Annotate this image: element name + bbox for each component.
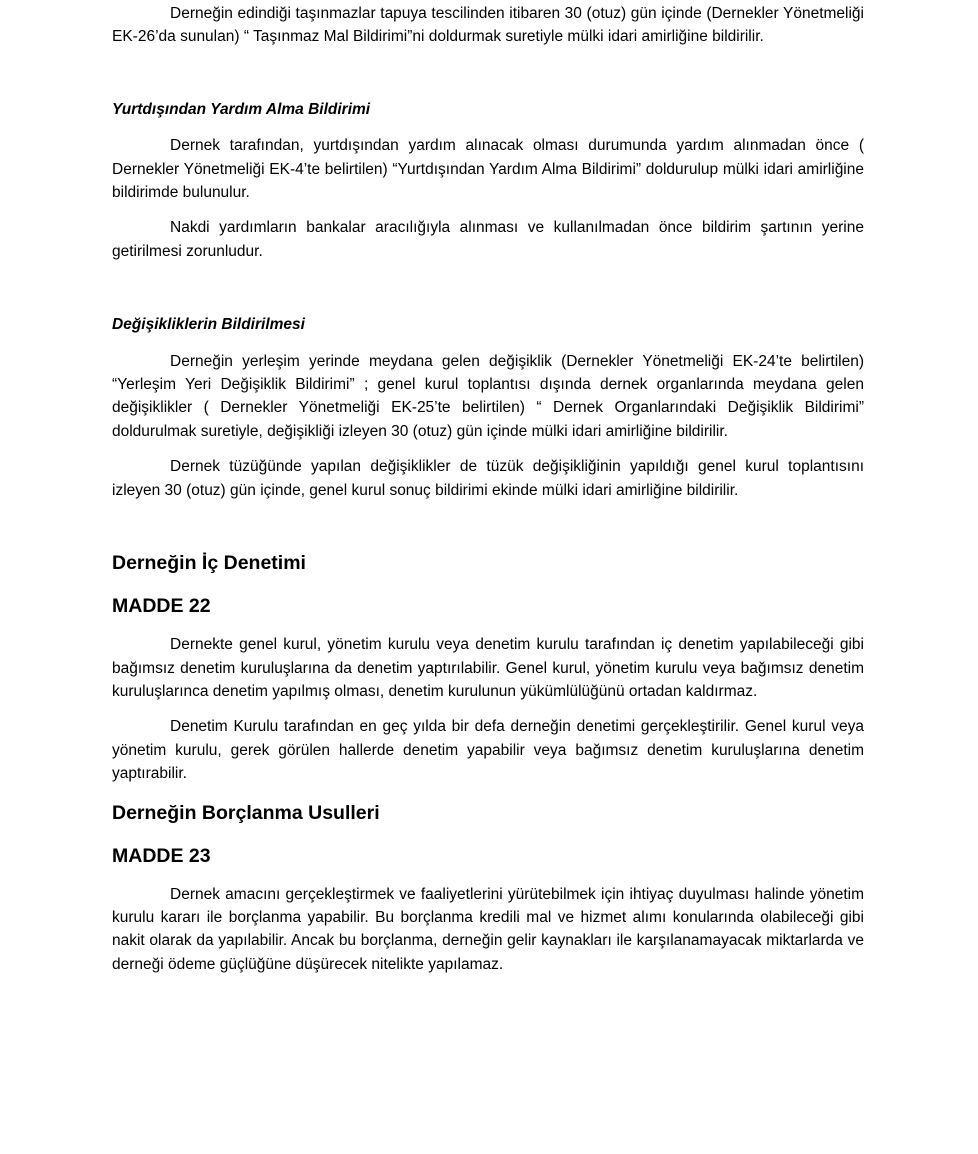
article-22-heading: MADDE 22 bbox=[112, 595, 211, 618]
article-23-heading: MADDE 23 bbox=[112, 844, 211, 867]
intro-paragraph: Derneğin edindiği taşınmazlar tapuya tescilinden itibaren 30 (otuz) gün içinde (Dernekler Yönetmeliği EK-26’da sunulan) “ Taşınmaz Mal Bildirimi”ni doldurmak suretiyle mülki idari amirliğine bildirilir. bbox=[112, 5, 864, 46]
borrowing-heading: Derneğin Borçlanma Usulleri bbox=[112, 801, 380, 824]
borrowing-paragraph-1: Dernek amacını gerçekleştirmek ve faaliyetlerini yürütebilmek için ihtiyaç duyulması halinde yönetim kurulu kararı ile borçlanma yapabilir. Bu borçlanma kredili mal ve hizmet alımı konularında olabileceği gibi nakit olarak da yapılabilir. Ancak bu borçlanma, derneğin gelir kaynakları ile karşılanamayacak miktarlarda ve derneği ödeme güçlüğüne düşürecek nitelikte yapılamaz. bbox=[112, 885, 864, 973]
internal-audit-heading: Derneğin İç Denetimi bbox=[112, 552, 306, 575]
foreign-aid-paragraph-1: Dernek tarafından, yurtdışından yardım alınacak olması durumunda yardım alınmadan önce ( Dernekler Yönetmeliği EK-4’te belirtilen) “Yurtdışından Yardım Alma Bildirimi” doldurulup mülki idari amirliğine bildirimde bulunulur. bbox=[112, 137, 864, 202]
changes-paragraph-1: Derneğin yerleşim yerinde meydana gelen değişiklik (Dernekler Yönetmeliği EK-24’te belirtilen) “Yerleşim Yeri Değişiklik Bildirimi” ; genel kurul toplantısı dışında dernek organlarında meydana gelen değişiklikler ( Dernekler Yönetmeliği EK-25’te belirtilen) “ Dernek Organlarındaki Değişiklik Bildirimi” doldurulmak suretiyle, değişikliği izleyen 30 (otuz) gün içinde mülki idari amirliğine bildirilir. bbox=[112, 352, 864, 440]
changes-paragraph-2: Dernek tüzüğünde yapılan değişiklikler de tüzük değişikliğinin yapıldığı genel kurul toplantısını izleyen 30 (otuz) gün içinde, genel kurul sonuç bildirimi ekinde mülki idari amirliğine bildirilir. bbox=[112, 458, 864, 499]
changes-heading: Değişikliklerin Bildirilmesi bbox=[112, 316, 305, 334]
foreign-aid-heading: Yurtdışından Yardım Alma Bildirimi bbox=[112, 100, 371, 118]
foreign-aid-paragraph-2: Nakdi yardımların bankalar aracılığıyla alınması ve kullanılmadan önce bildirim şartının yerine getirilmesi zorunludur. bbox=[112, 219, 864, 260]
document-page bbox=[112, 0, 864, 976]
internal-audit-paragraph-2: Denetim Kurulu tarafından en geç yılda bir defa derneğin denetimi gerçekleştirilir. Genel kurul veya yönetim kurulu, gerek görülen hallerde denetim yapabilir veya bağımsız denetim kuruluşlarına denetim yaptırabilir. bbox=[112, 718, 864, 783]
internal-audit-paragraph-1: Dernekte genel kurul, yönetim kurulu veya denetim kurulu tarafından iç denetim yapılabileceği gibi bağımsız denetim kuruluşlarına da denetim yaptırılabilir. Genel kurul, yönetim kurulu veya bağımsız denetim kuruluşlarınca denetim yapılmış olması, denetim kurulunun yükümlülüğünü ortadan kaldırmaz. bbox=[112, 636, 864, 700]
